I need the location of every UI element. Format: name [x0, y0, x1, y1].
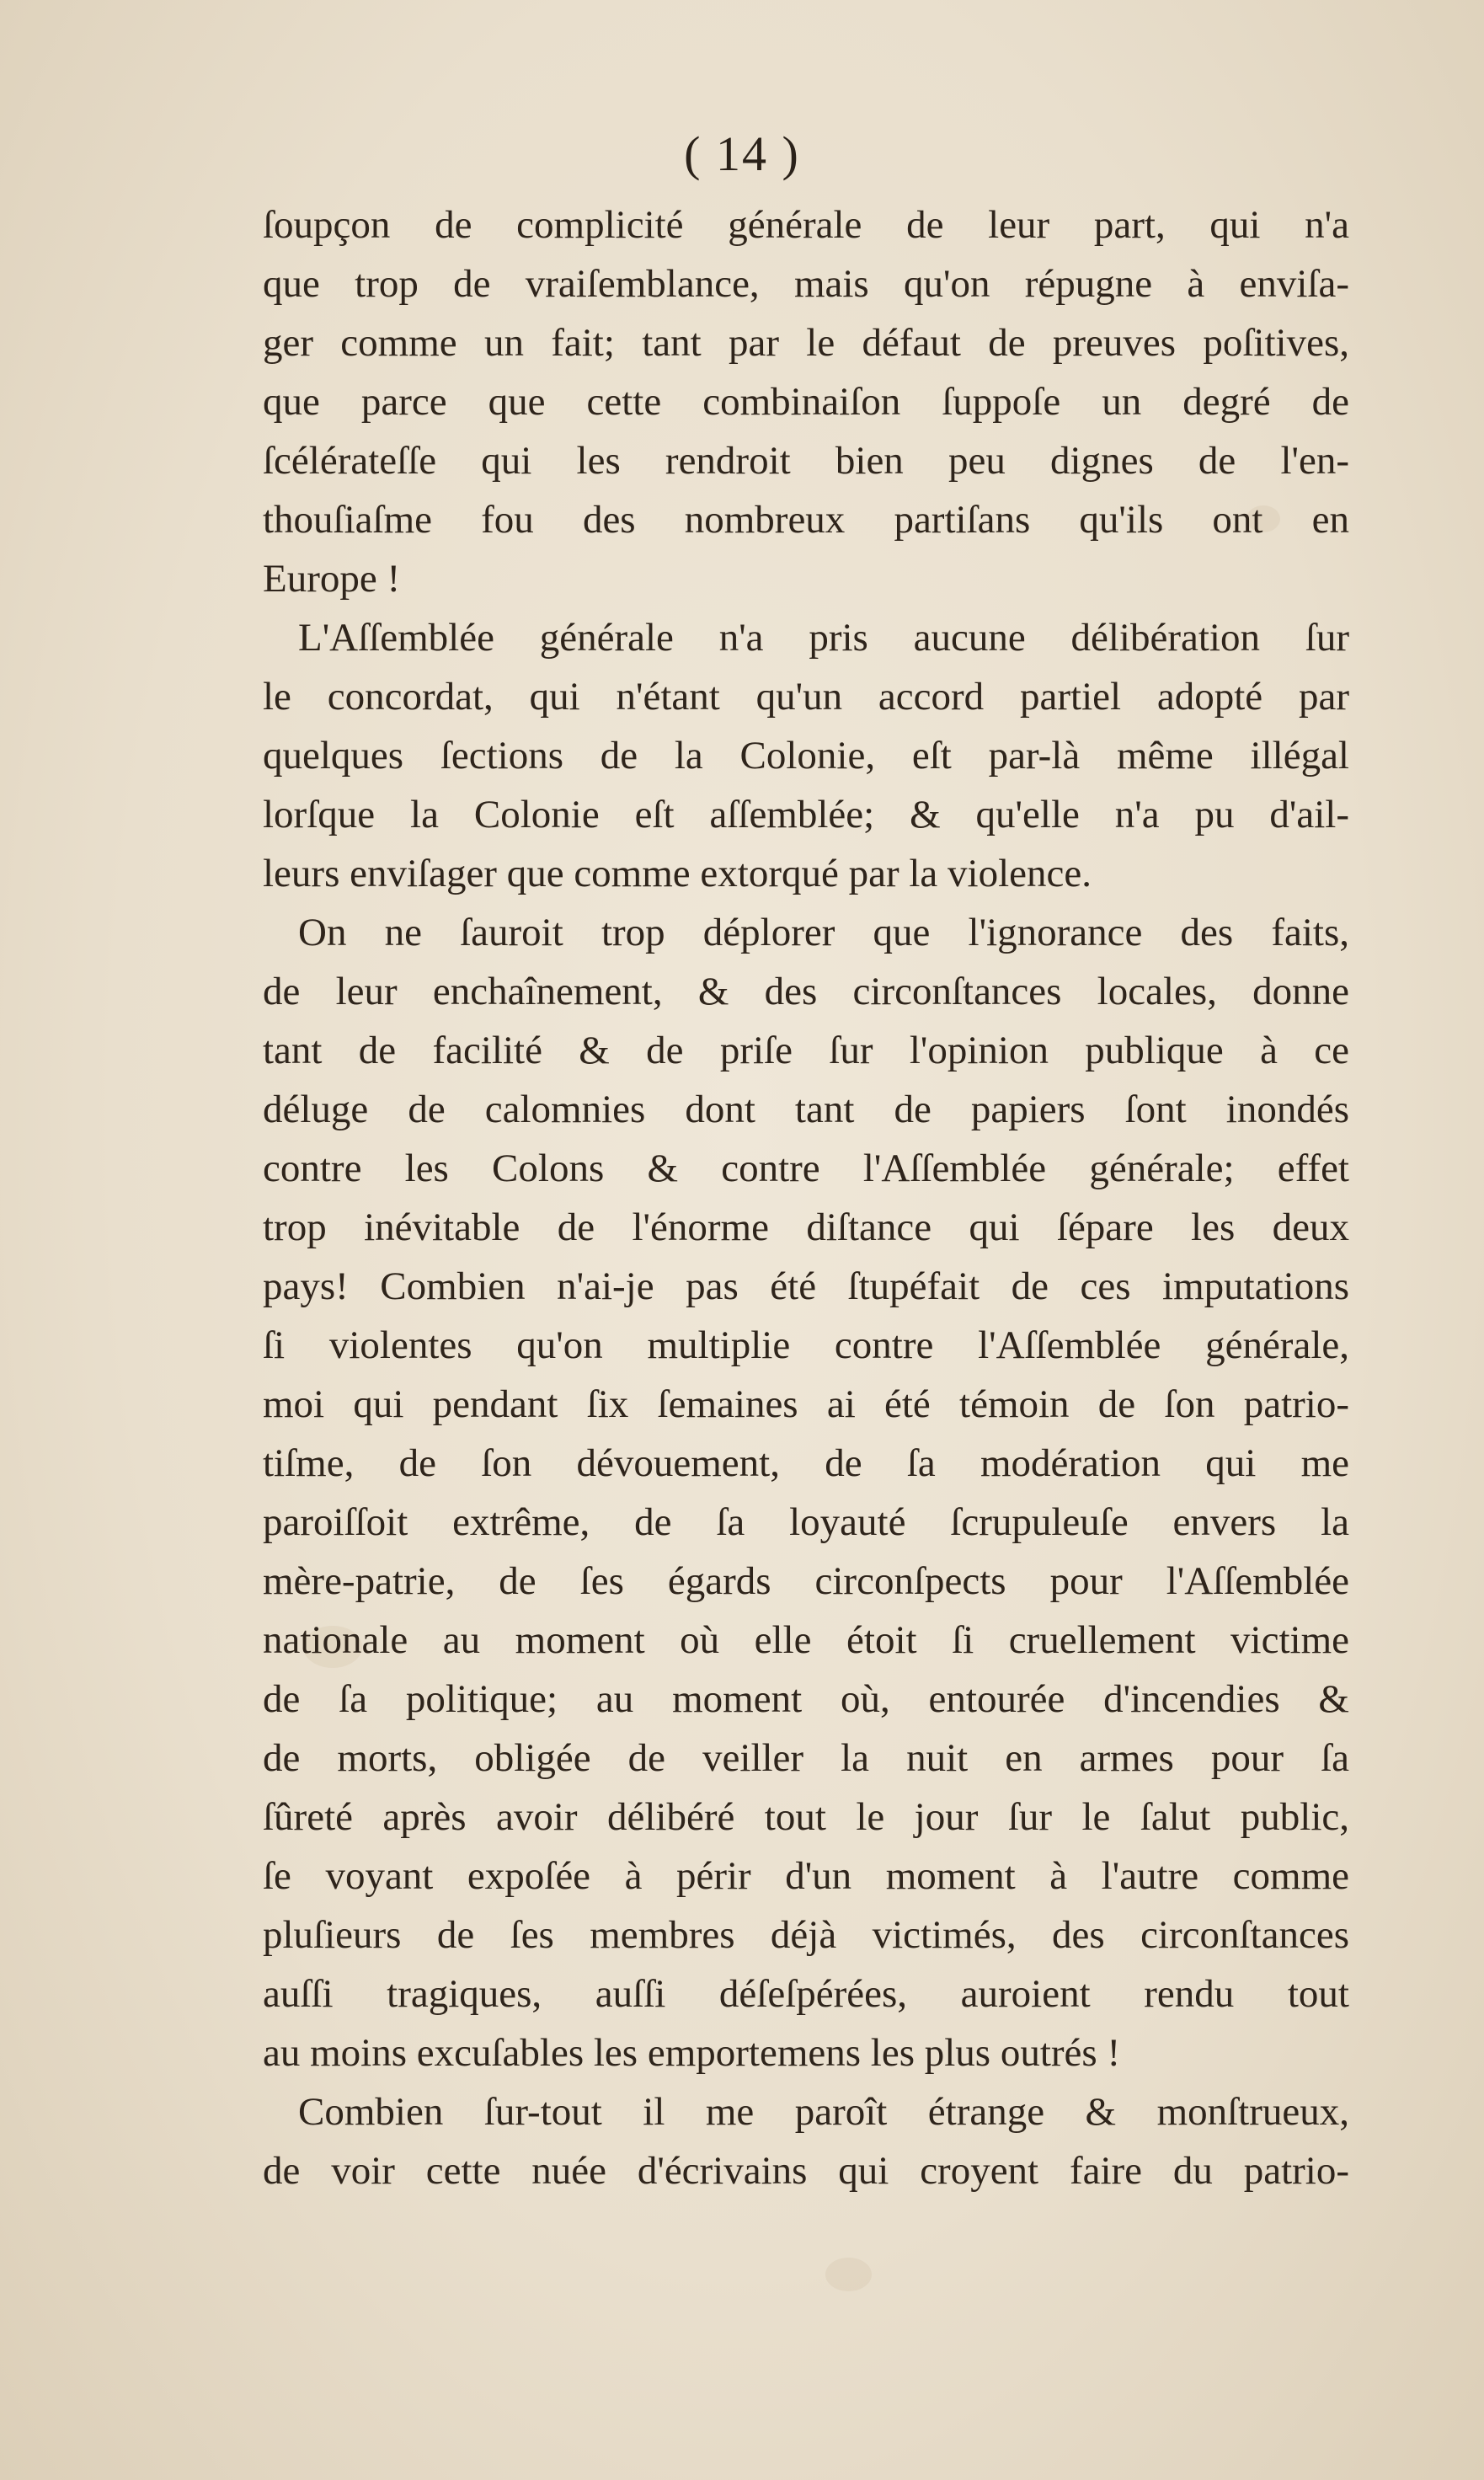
- paragraph-start: L'Aſſemblée générale n'a pris aucune délibération ſur: [298, 616, 1349, 660]
- text-line: paroiſſoit extrême, de ſa loyauté ſcrupuleuſe envers la: [263, 1500, 1349, 1544]
- text-line: tant de facilité & de priſe ſur l'opinion publique à ce: [263, 1029, 1349, 1072]
- text-line: lorſque la Colonie eſt aſſemblée; & qu'elle n'a pu d'ail-: [263, 793, 1349, 836]
- text-line: mère-patrie, de ſes égards circonſpects pour l'Aſſemblée: [263, 1559, 1349, 1603]
- page-number: ( 14 ): [684, 126, 800, 181]
- text-line: de voir cette nuée d'écrivains qui croyent faire du patrio-: [263, 2149, 1349, 2193]
- text-line: de morts, obligée de veiller la nuit en armes pour ſa: [263, 1736, 1349, 1780]
- text-line: Europe !: [263, 557, 401, 601]
- paragraph-start: On ne ſauroit trop déplorer que l'ignorance des faits,: [298, 911, 1349, 954]
- text-line: trop inévitable de l'énorme diſtance qui ſépare les deux: [263, 1205, 1349, 1249]
- text-line: thouſiaſme fou des nombreux partiſans qu'ils ont en: [263, 498, 1349, 542]
- text-line: que trop de vraiſemblance, mais qu'on répugne à enviſa-: [263, 262, 1349, 306]
- text-line: que parce que cette combinaiſon ſuppoſe un degré de: [263, 380, 1349, 424]
- text-line: de ſa politique; au moment où, entourée d'incendies &: [263, 1677, 1349, 1721]
- text-line: pluſieurs de ſes membres déjà victimés, des circonſtances: [263, 1913, 1349, 1957]
- paper-stain: [825, 2258, 872, 2291]
- text-line: leurs enviſager que comme extorqué par la violence.: [263, 852, 1092, 895]
- text-line: nationale au moment où elle étoit ſi cruellement victime: [263, 1618, 1349, 1662]
- text-line: au moins excuſables les emportemens les plus outrés !: [263, 2031, 1121, 2075]
- text-line: quelques ſections de la Colonie, eſt par-là même illégal: [263, 734, 1349, 778]
- body-text: [263, 195, 1349, 2200]
- text-line: auſſi tragiques, auſſi déſeſpérées, auroient rendu tout: [263, 1972, 1349, 2016]
- text-line: ſûreté après avoir délibéré tout le jour ſur le ſalut public,: [263, 1795, 1349, 1839]
- text-line: ſe voyant expoſée à périr d'un moment à l'autre comme: [263, 1854, 1349, 1898]
- text-line: déluge de calomnies dont tant de papiers ſont inondés: [263, 1088, 1349, 1131]
- text-line: tiſme, de ſon dévouement, de ſa modération qui me: [263, 1441, 1349, 1485]
- text-line: le concordat, qui n'étant qu'un accord partiel adopté par: [263, 675, 1349, 719]
- text-line: ſi violentes qu'on multiplie contre l'Aſſemblée générale,: [263, 1323, 1349, 1367]
- text-line: ger comme un fait; tant par le défaut de preuves poſitives,: [263, 321, 1349, 365]
- text-line: pays! Combien n'ai-je pas été ſtupéfait de ces imputations: [263, 1264, 1349, 1308]
- text-line: ſoupçon de complicité générale de leur part, qui n'a: [263, 203, 1349, 247]
- paragraph-start: Combien ſur-tout il me paroît étrange & monſtrueux,: [298, 2090, 1349, 2134]
- text-line: contre les Colons & contre l'Aſſemblée générale; effet: [263, 1146, 1349, 1190]
- text-line: moi qui pendant ſix ſemaines ai été témoin de ſon patrio-: [263, 1382, 1349, 1426]
- text-line: de leur enchaînement, & des circonſtances locales, donne: [263, 970, 1349, 1013]
- text-line: ſcélérateſſe qui les rendroit bien peu dignes de l'en-: [263, 439, 1349, 483]
